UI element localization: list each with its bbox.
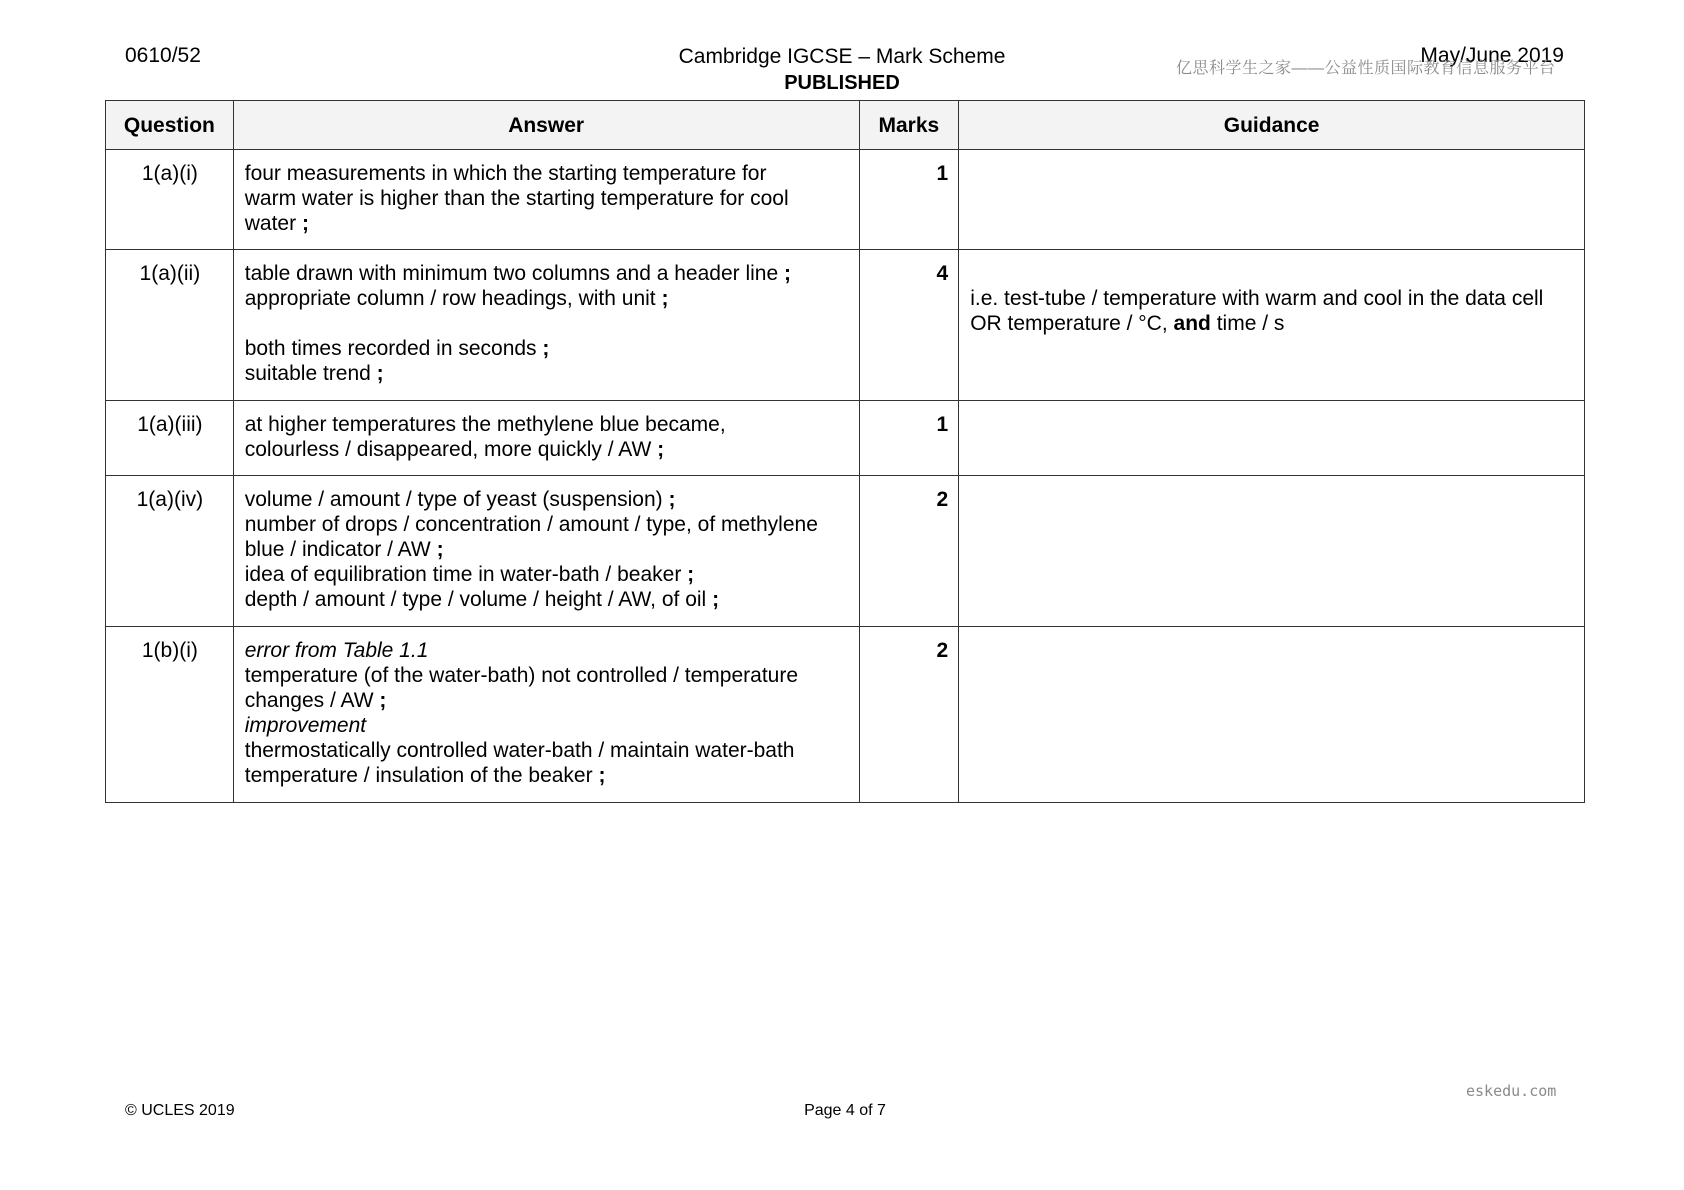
answer-cell (233, 401, 859, 476)
guidance-line: OR temperature / °C, and time / s (970, 312, 1285, 335)
answer-line: both times recorded in seconds ; (244, 337, 550, 360)
mark-point-separator: ; (712, 588, 720, 611)
answer-line: warm water is higher than the starting temperature for cool (244, 187, 789, 210)
answer-line: number of drops / concentration / amount / type, of methylene (244, 513, 818, 536)
marks-value: 2 (859, 476, 959, 627)
header-marks: Marks (859, 101, 959, 150)
guidance-cell (959, 476, 1585, 627)
table-row (106, 150, 1585, 250)
header-guidance: Guidance (959, 101, 1585, 150)
table-row (106, 250, 1585, 401)
answer-cell (233, 250, 859, 401)
watermark-top: 亿思科学生之家——公益性质国际教育信息服务平台 (1176, 60, 1556, 77)
copyright-notice: © UCLES 2019 (125, 1102, 235, 1119)
answer-cell (233, 627, 859, 803)
question-number: 1(b)(i) (106, 627, 234, 803)
answer-subheading: improvement (244, 714, 367, 737)
answer-line: temperature (of the water-bath) not controlled / temperature (244, 664, 799, 687)
mark-point-separator: ; (657, 438, 665, 461)
document-title: Cambridge IGCSE – Mark Scheme (678, 45, 1006, 68)
answer-line: blue / indicator / AW ; (244, 538, 444, 561)
answer-line: depth / amount / type / volume / height / AW, of oil ; (244, 588, 720, 611)
question-number: 1(a)(ii) (106, 250, 234, 401)
page-number: Page 4 of 7 (804, 1102, 886, 1119)
marks-value: 1 (859, 401, 959, 476)
mark-point-separator: ; (668, 488, 676, 511)
marks-value: 4 (859, 250, 959, 401)
answer-line: changes / AW ; (244, 689, 387, 712)
marks-value: 2 (859, 627, 959, 803)
guidance-cell (959, 627, 1585, 803)
mark-point-separator: ; (542, 337, 550, 360)
question-number: 1(a)(iv) (106, 476, 234, 627)
mark-point-separator: ; (598, 764, 606, 787)
status-label: PUBLISHED (784, 72, 900, 94)
answer-cell (233, 150, 859, 250)
header-answer: Answer (233, 101, 859, 150)
guidance-cell (959, 401, 1585, 476)
question-number: 1(a)(iii) (106, 401, 234, 476)
mark-point-separator: ; (376, 362, 384, 385)
mark-point-separator: ; (436, 538, 444, 561)
guidance-cell (959, 250, 1585, 401)
answer-line: suitable trend ; (244, 362, 384, 385)
mark-point-separator: ; (379, 689, 387, 712)
answer-line: table drawn with minimum two columns and a header line ; (244, 262, 792, 285)
answer-line: thermostatically controlled water-bath / maintain water-bath (244, 739, 795, 762)
mark-point-separator: ; (687, 563, 695, 586)
mark-point-separator: ; (301, 212, 309, 235)
guidance-line: i.e. test-tube / temperature with warm and cool in the data cell (970, 287, 1544, 310)
marks-value: 1 (859, 150, 959, 250)
watermark-bottom: eskedu.com (1466, 1082, 1557, 1100)
question-number: 1(a)(i) (106, 150, 234, 250)
answer-line: appropriate column / row headings, with unit ; (244, 287, 669, 310)
paper-code: 0610/52 (125, 44, 201, 67)
table-row (106, 476, 1585, 627)
exam-session: May/June 2019 (1420, 44, 1564, 67)
mark-point-separator: ; (661, 287, 669, 310)
answer-line: temperature / insulation of the beaker ; (244, 764, 606, 787)
answer-line: idea of equilibration time in water-bath / beaker ; (244, 563, 695, 586)
answer-line: at higher temperatures the methylene blue became, (244, 413, 726, 436)
answer-subheading: error from Table 1.1 (244, 639, 429, 662)
answer-line: four measurements in which the starting temperature for (244, 162, 767, 185)
answer-cell (233, 476, 859, 627)
answer-line: volume / amount / type of yeast (suspension) ; (244, 488, 676, 511)
table-row (106, 627, 1585, 803)
answer-line: water ; (244, 212, 309, 235)
guidance-cell (959, 150, 1585, 250)
table-row (106, 401, 1585, 476)
mark-point-separator: ; (784, 262, 792, 285)
header-question: Question (106, 101, 234, 150)
mark-scheme-table (105, 100, 1585, 803)
table-header-row (106, 101, 1585, 150)
answer-line: colourless / disappeared, more quickly / AW ; (244, 438, 665, 461)
